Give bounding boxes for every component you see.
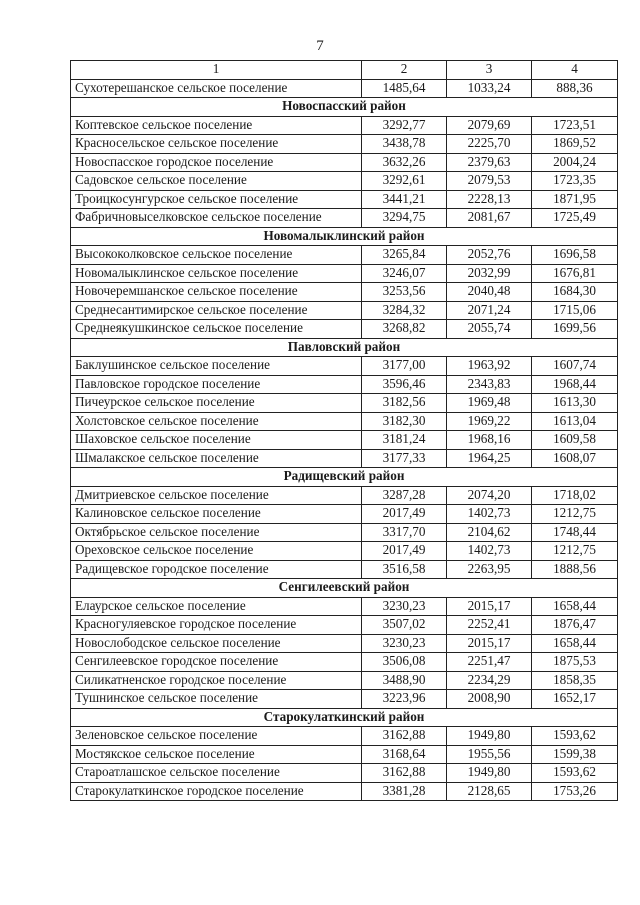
value-col-2: 3506,08 bbox=[362, 653, 447, 672]
value-col-4: 1748,44 bbox=[532, 523, 618, 542]
district-header-row bbox=[71, 227, 618, 246]
value-col-4: 1212,75 bbox=[532, 542, 618, 561]
table-row bbox=[71, 264, 618, 283]
district-title: Старокулаткинский район bbox=[71, 708, 618, 727]
value-col-4: 1613,30 bbox=[532, 394, 618, 413]
value-col-4: 1718,02 bbox=[532, 486, 618, 505]
settlement-name: Новослободское сельское поселение bbox=[71, 634, 362, 653]
value-col-3: 2079,69 bbox=[447, 116, 532, 135]
value-col-3: 2071,24 bbox=[447, 301, 532, 320]
value-col-3: 2252,41 bbox=[447, 616, 532, 635]
settlement-name: Среднесантимирское сельское поселение bbox=[71, 301, 362, 320]
value-col-4: 1658,44 bbox=[532, 597, 618, 616]
settlement-name: Радищевское городское поселение bbox=[71, 560, 362, 579]
value-col-4: 1725,49 bbox=[532, 209, 618, 228]
value-col-4: 1968,44 bbox=[532, 375, 618, 394]
column-number-row bbox=[71, 61, 618, 80]
settlement-name: Ореховское сельское поселение bbox=[71, 542, 362, 561]
settlement-name: Староатлашское сельское поселение bbox=[71, 764, 362, 783]
settlement-name: Сухотерешанское сельское поселение bbox=[71, 79, 362, 98]
settlement-name: Красносельское сельское поселение bbox=[71, 135, 362, 154]
value-col-4: 1212,75 bbox=[532, 505, 618, 524]
table-row bbox=[71, 301, 618, 320]
settlement-name: Тушнинское сельское поселение bbox=[71, 690, 362, 709]
settlement-name: Октябрьское сельское поселение bbox=[71, 523, 362, 542]
settlement-name: Дмитриевское сельское поселение bbox=[71, 486, 362, 505]
value-col-2: 3162,88 bbox=[362, 727, 447, 746]
settlement-name: Новочеремшанское сельское поселение bbox=[71, 283, 362, 302]
value-col-4: 2004,24 bbox=[532, 153, 618, 172]
settlement-name: Холстовское сельское поселение bbox=[71, 412, 362, 431]
district-title: Сенгилеевский район bbox=[71, 579, 618, 598]
value-col-3: 2040,48 bbox=[447, 283, 532, 302]
value-col-3: 1949,80 bbox=[447, 764, 532, 783]
table-row bbox=[71, 320, 618, 339]
value-col-4: 1699,56 bbox=[532, 320, 618, 339]
settlement-name: Коптевское сельское поселение bbox=[71, 116, 362, 135]
value-col-3: 2228,13 bbox=[447, 190, 532, 209]
table-row bbox=[71, 153, 618, 172]
table-row bbox=[71, 542, 618, 561]
settlement-name: Старокулаткинское городское поселение bbox=[71, 782, 362, 801]
district-header-row bbox=[71, 98, 618, 117]
table-row bbox=[71, 745, 618, 764]
table-row bbox=[71, 394, 618, 413]
value-col-4: 1613,04 bbox=[532, 412, 618, 431]
table-row bbox=[71, 597, 618, 616]
settlement-name: Троицкосунгурское сельское поселение bbox=[71, 190, 362, 209]
value-col-2: 1485,64 bbox=[362, 79, 447, 98]
value-col-3: 2074,20 bbox=[447, 486, 532, 505]
table-row bbox=[71, 116, 618, 135]
settlement-name: Павловское городское поселение bbox=[71, 375, 362, 394]
tariff-table bbox=[70, 60, 618, 801]
value-col-4: 1858,35 bbox=[532, 671, 618, 690]
value-col-3: 2343,83 bbox=[447, 375, 532, 394]
value-col-2: 3292,61 bbox=[362, 172, 447, 191]
value-col-4: 1871,95 bbox=[532, 190, 618, 209]
table-row bbox=[71, 764, 618, 783]
value-col-2: 2017,49 bbox=[362, 505, 447, 524]
value-col-3: 2032,99 bbox=[447, 264, 532, 283]
settlement-name: Шаховское сельское поселение bbox=[71, 431, 362, 450]
value-col-2: 3287,28 bbox=[362, 486, 447, 505]
value-col-4: 1888,56 bbox=[532, 560, 618, 579]
settlement-name: Пичеурское сельское поселение bbox=[71, 394, 362, 413]
settlement-name: Елаурское сельское поселение bbox=[71, 597, 362, 616]
value-col-3: 1969,22 bbox=[447, 412, 532, 431]
value-col-2: 3507,02 bbox=[362, 616, 447, 635]
value-col-4: 1593,62 bbox=[532, 764, 618, 783]
value-col-2: 3268,82 bbox=[362, 320, 447, 339]
settlement-name: Среднеякушкинское сельское поселение bbox=[71, 320, 362, 339]
value-col-3: 2055,74 bbox=[447, 320, 532, 339]
value-col-3: 2015,17 bbox=[447, 597, 532, 616]
table-row bbox=[71, 560, 618, 579]
value-col-4: 1753,26 bbox=[532, 782, 618, 801]
table-body bbox=[71, 61, 618, 801]
table-row bbox=[71, 727, 618, 746]
value-col-3: 2225,70 bbox=[447, 135, 532, 154]
value-col-2: 3230,23 bbox=[362, 597, 447, 616]
value-col-4: 1876,47 bbox=[532, 616, 618, 635]
value-col-3: 1963,92 bbox=[447, 357, 532, 376]
district-title: Радищевский район bbox=[71, 468, 618, 487]
value-col-4: 1608,07 bbox=[532, 449, 618, 468]
table-row bbox=[71, 357, 618, 376]
column-header-2: 2 bbox=[362, 61, 447, 80]
settlement-name: Калиновское сельское поселение bbox=[71, 505, 362, 524]
district-header-row bbox=[71, 579, 618, 598]
value-col-4: 1723,51 bbox=[532, 116, 618, 135]
settlement-name: Высококолковское сельское поселение bbox=[71, 246, 362, 265]
table-row bbox=[71, 486, 618, 505]
value-col-2: 3168,64 bbox=[362, 745, 447, 764]
column-header-4: 4 bbox=[532, 61, 618, 80]
table-row bbox=[71, 79, 618, 98]
value-col-2: 3181,24 bbox=[362, 431, 447, 450]
value-col-4: 1723,35 bbox=[532, 172, 618, 191]
value-col-2: 2017,49 bbox=[362, 542, 447, 561]
table-row bbox=[71, 283, 618, 302]
table-row bbox=[71, 209, 618, 228]
table-row bbox=[71, 634, 618, 653]
value-col-4: 1684,30 bbox=[532, 283, 618, 302]
value-col-3: 2379,63 bbox=[447, 153, 532, 172]
settlement-name: Мостякское сельское поселение bbox=[71, 745, 362, 764]
settlement-name: Зеленовское сельское поселение bbox=[71, 727, 362, 746]
value-col-2: 3182,56 bbox=[362, 394, 447, 413]
value-col-4: 1658,44 bbox=[532, 634, 618, 653]
settlement-name: Новоспасское городское поселение bbox=[71, 153, 362, 172]
value-col-3: 1402,73 bbox=[447, 505, 532, 524]
table-row bbox=[71, 616, 618, 635]
table-row bbox=[71, 782, 618, 801]
value-col-2: 3246,07 bbox=[362, 264, 447, 283]
table-row bbox=[71, 505, 618, 524]
settlement-name: Садовское сельское поселение bbox=[71, 172, 362, 191]
value-col-4: 1875,53 bbox=[532, 653, 618, 672]
table-row bbox=[71, 375, 618, 394]
value-col-4: 1593,62 bbox=[532, 727, 618, 746]
value-col-3: 1964,25 bbox=[447, 449, 532, 468]
value-col-3: 2081,67 bbox=[447, 209, 532, 228]
value-col-3: 1949,80 bbox=[447, 727, 532, 746]
value-col-3: 2128,65 bbox=[447, 782, 532, 801]
value-col-2: 3177,33 bbox=[362, 449, 447, 468]
table-row bbox=[71, 523, 618, 542]
value-col-4: 1599,38 bbox=[532, 745, 618, 764]
value-col-3: 1955,56 bbox=[447, 745, 532, 764]
value-col-4: 1609,58 bbox=[532, 431, 618, 450]
value-col-4: 1676,81 bbox=[532, 264, 618, 283]
value-col-2: 3441,21 bbox=[362, 190, 447, 209]
value-col-3: 2008,90 bbox=[447, 690, 532, 709]
table-row bbox=[71, 190, 618, 209]
value-col-2: 3488,90 bbox=[362, 671, 447, 690]
value-col-2: 3253,56 bbox=[362, 283, 447, 302]
value-col-3: 2263,95 bbox=[447, 560, 532, 579]
table-row bbox=[71, 172, 618, 191]
table-row bbox=[71, 135, 618, 154]
value-col-4: 1715,06 bbox=[532, 301, 618, 320]
value-col-4: 1607,74 bbox=[532, 357, 618, 376]
settlement-name: Красногуляевское городское поселение bbox=[71, 616, 362, 635]
district-header-row bbox=[71, 468, 618, 487]
value-col-2: 3284,32 bbox=[362, 301, 447, 320]
value-col-2: 3381,28 bbox=[362, 782, 447, 801]
value-col-2: 3632,26 bbox=[362, 153, 447, 172]
page-number: 7 bbox=[316, 38, 324, 54]
value-col-3: 1968,16 bbox=[447, 431, 532, 450]
district-header-row bbox=[71, 708, 618, 727]
value-col-2: 3516,58 bbox=[362, 560, 447, 579]
table-row bbox=[71, 690, 618, 709]
value-col-3: 2104,62 bbox=[447, 523, 532, 542]
value-col-2: 3596,46 bbox=[362, 375, 447, 394]
settlement-name: Шмалакское сельское поселение bbox=[71, 449, 362, 468]
value-col-4: 1652,17 bbox=[532, 690, 618, 709]
column-header-3: 3 bbox=[447, 61, 532, 80]
value-col-2: 3292,77 bbox=[362, 116, 447, 135]
district-title: Новоспасский район bbox=[71, 98, 618, 117]
settlement-name: Фабричновыселковское сельское поселение bbox=[71, 209, 362, 228]
table-row bbox=[71, 431, 618, 450]
table-row bbox=[71, 653, 618, 672]
settlement-name: Новомалыклинское сельское поселение bbox=[71, 264, 362, 283]
district-title: Новомалыклинский район bbox=[71, 227, 618, 246]
value-col-2: 3230,23 bbox=[362, 634, 447, 653]
settlement-name: Силикатненское городское поселение bbox=[71, 671, 362, 690]
value-col-2: 3162,88 bbox=[362, 764, 447, 783]
value-col-4: 1869,52 bbox=[532, 135, 618, 154]
settlement-name: Сенгилеевское городское поселение bbox=[71, 653, 362, 672]
value-col-3: 2015,17 bbox=[447, 634, 532, 653]
table-row bbox=[71, 412, 618, 431]
settlement-name: Баклушинское сельское поселение bbox=[71, 357, 362, 376]
value-col-3: 2234,29 bbox=[447, 671, 532, 690]
value-col-3: 1969,48 bbox=[447, 394, 532, 413]
value-col-2: 3265,84 bbox=[362, 246, 447, 265]
value-col-4: 1696,58 bbox=[532, 246, 618, 265]
table-row bbox=[71, 246, 618, 265]
value-col-2: 3294,75 bbox=[362, 209, 447, 228]
value-col-3: 2079,53 bbox=[447, 172, 532, 191]
district-title: Павловский район bbox=[71, 338, 618, 357]
value-col-2: 3182,30 bbox=[362, 412, 447, 431]
value-col-3: 1033,24 bbox=[447, 79, 532, 98]
value-col-2: 3177,00 bbox=[362, 357, 447, 376]
value-col-2: 3438,78 bbox=[362, 135, 447, 154]
value-col-2: 3317,70 bbox=[362, 523, 447, 542]
value-col-4: 888,36 bbox=[532, 79, 618, 98]
district-header-row bbox=[71, 338, 618, 357]
table-row bbox=[71, 671, 618, 690]
value-col-3: 2251,47 bbox=[447, 653, 532, 672]
value-col-3: 1402,73 bbox=[447, 542, 532, 561]
value-col-3: 2052,76 bbox=[447, 246, 532, 265]
column-header-1: 1 bbox=[71, 61, 362, 80]
value-col-2: 3223,96 bbox=[362, 690, 447, 709]
table-row bbox=[71, 449, 618, 468]
